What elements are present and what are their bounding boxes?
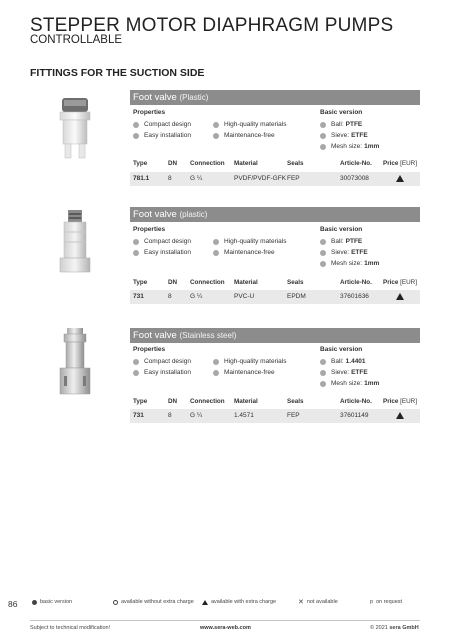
property-item: Maintenance-free	[213, 132, 275, 139]
bullet-icon	[320, 144, 326, 150]
property-item: High-quality materials	[213, 238, 287, 245]
filled-dot-icon	[32, 600, 37, 605]
page-title: STEPPER MOTOR DIAPHRAGM PUMPS	[30, 15, 394, 36]
open-circle-icon	[113, 600, 118, 605]
table-header: Type DN Connection Material Seals Article-No. Price [EUR]	[133, 279, 417, 286]
bullet-icon	[133, 250, 139, 256]
bullet-icon	[320, 250, 326, 256]
price-triangle-icon	[396, 293, 404, 300]
triangle-icon	[202, 600, 208, 605]
property-item: High-quality materials	[213, 121, 287, 128]
basic-item: Sieve: ETFE	[320, 369, 368, 376]
bullet-icon	[320, 239, 326, 245]
bullet-icon	[213, 359, 219, 365]
footer-rule	[30, 620, 420, 621]
property-item: Easy installation	[133, 132, 191, 139]
product-name: Foot valve	[133, 330, 177, 341]
table-row: 731 8 G ¼ PVC-U EPDM 37601636	[130, 290, 420, 304]
basic-item: Ball: 1.4401	[320, 358, 366, 365]
footer-url[interactable]: www.sera-web.com	[200, 625, 251, 631]
legend-not-available: ✕ not available	[298, 598, 338, 606]
properties-heading: Properties	[133, 226, 166, 233]
footer-copyright: © 2021 sera GmbH	[370, 625, 419, 631]
table-header: Type DN Connection Material Seals Article-No. Price [EUR]	[133, 398, 417, 405]
product-name: Foot valve	[133, 92, 177, 103]
bullet-icon	[213, 133, 219, 139]
legend-basic-version: basic version	[32, 599, 72, 605]
product-variant: (Stainless steel)	[179, 331, 237, 340]
basic-item: Sieve: ETFE	[320, 132, 368, 139]
cross-icon: ✕	[298, 598, 304, 606]
property-item: Compact design	[133, 358, 191, 365]
bullet-icon	[133, 239, 139, 245]
basic-version-heading: Basic version	[320, 109, 363, 116]
basic-item: Ball: PTFE	[320, 238, 362, 245]
product-title-bar	[130, 328, 420, 343]
footer-disclaimer: Subject to technical modification!	[30, 625, 111, 631]
price-triangle-icon	[396, 175, 404, 182]
product-image	[50, 208, 100, 280]
price-triangle-icon	[396, 412, 404, 419]
product-image	[50, 326, 100, 402]
table-header: Type DN Connection Material Seals Article-No. Price [EUR]	[133, 160, 417, 167]
bullet-icon	[320, 381, 326, 387]
table-row: 781.1 8 G ¼ PVDF/PVDF-GFK FEP 30073008	[130, 172, 420, 186]
properties-heading: Properties	[133, 346, 166, 353]
bullet-icon	[133, 133, 139, 139]
bullet-icon	[320, 122, 326, 128]
bullet-icon	[320, 133, 326, 139]
basic-item: Ball: PTFE	[320, 121, 362, 128]
basic-item: Sieve: ETFE	[320, 249, 368, 256]
basic-version-heading: Basic version	[320, 226, 363, 233]
product-variant: (Plastic)	[179, 93, 209, 102]
section-heading: FITTINGS FOR THE SUCTION SIDE	[30, 67, 205, 79]
bullet-icon	[320, 261, 326, 267]
bullet-icon	[320, 370, 326, 376]
bullet-icon	[213, 239, 219, 245]
property-item: Compact design	[133, 121, 191, 128]
product-title-bar	[130, 90, 420, 105]
properties-heading: Properties	[133, 109, 166, 116]
basic-item: Mesh size: 1mm	[320, 380, 379, 387]
property-item: High-quality materials	[213, 358, 287, 365]
basic-item: Mesh size: 1mm	[320, 143, 379, 150]
product-variant: (plastic)	[179, 210, 208, 219]
bullet-icon	[133, 370, 139, 376]
basic-version-heading: Basic version	[320, 346, 363, 353]
legend-on-request: p on request	[370, 599, 403, 605]
p-icon: p	[370, 599, 374, 605]
legend-no-charge: available without extra charge	[113, 599, 194, 605]
table-row: 731 8 G ¼ 1.4571 FEP 37601149	[130, 409, 420, 423]
bullet-icon	[213, 122, 219, 128]
legend-extra-charge: available with extra charge	[202, 599, 276, 605]
bullet-icon	[213, 370, 219, 376]
property-item: Easy installation	[133, 369, 191, 376]
property-item: Compact design	[133, 238, 191, 245]
product-image	[50, 94, 100, 162]
bullet-icon	[133, 359, 139, 365]
bullet-icon	[133, 122, 139, 128]
page-number: 86	[8, 599, 18, 609]
property-item: Maintenance-free	[213, 369, 275, 376]
bullet-icon	[213, 250, 219, 256]
property-item: Maintenance-free	[213, 249, 275, 256]
page-subtitle: CONTROLLABLE	[30, 34, 123, 46]
basic-item: Mesh size: 1mm	[320, 260, 379, 267]
bullet-icon	[320, 359, 326, 365]
product-title-bar	[130, 207, 420, 222]
product-name: Foot valve	[133, 209, 177, 220]
property-item: Easy installation	[133, 249, 191, 256]
